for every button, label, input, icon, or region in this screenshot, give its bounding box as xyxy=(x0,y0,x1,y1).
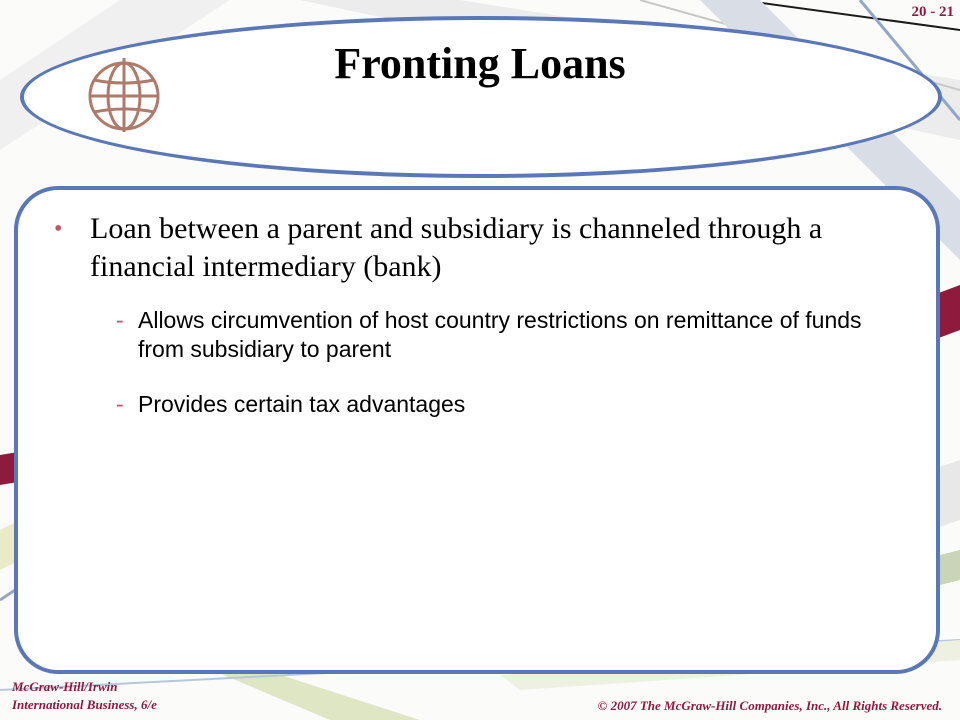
sub-bullet-marker: - xyxy=(116,307,124,333)
footer-publisher-info xyxy=(12,678,157,714)
footer-book: International Business, 6/e xyxy=(12,697,157,712)
sub-bullet-text: Allows circumvention of host country restrictions on remittance of funds from subsidiary to parent xyxy=(138,307,862,362)
footer-copyright: © 2007 The McGraw-Hill Companies, Inc., All Rights Reserved. xyxy=(597,698,942,713)
slide-title: Fronting Loans xyxy=(334,39,626,88)
bullet-marker: • xyxy=(54,216,63,242)
sub-bullet-text: Provides certain tax advantages xyxy=(138,391,466,417)
sub-bullet-marker: - xyxy=(116,391,124,417)
sub-bullet-item xyxy=(116,306,876,364)
footer-publisher: McGraw-Hill/Irwin xyxy=(12,679,118,694)
slide-number: 20 - 21 xyxy=(911,4,954,20)
bullet-item xyxy=(54,210,890,286)
sub-bullet-item xyxy=(116,390,876,419)
bullet-text: Loan between a parent and subsidiary is channeled through a financial intermediary (bank) xyxy=(90,212,823,283)
